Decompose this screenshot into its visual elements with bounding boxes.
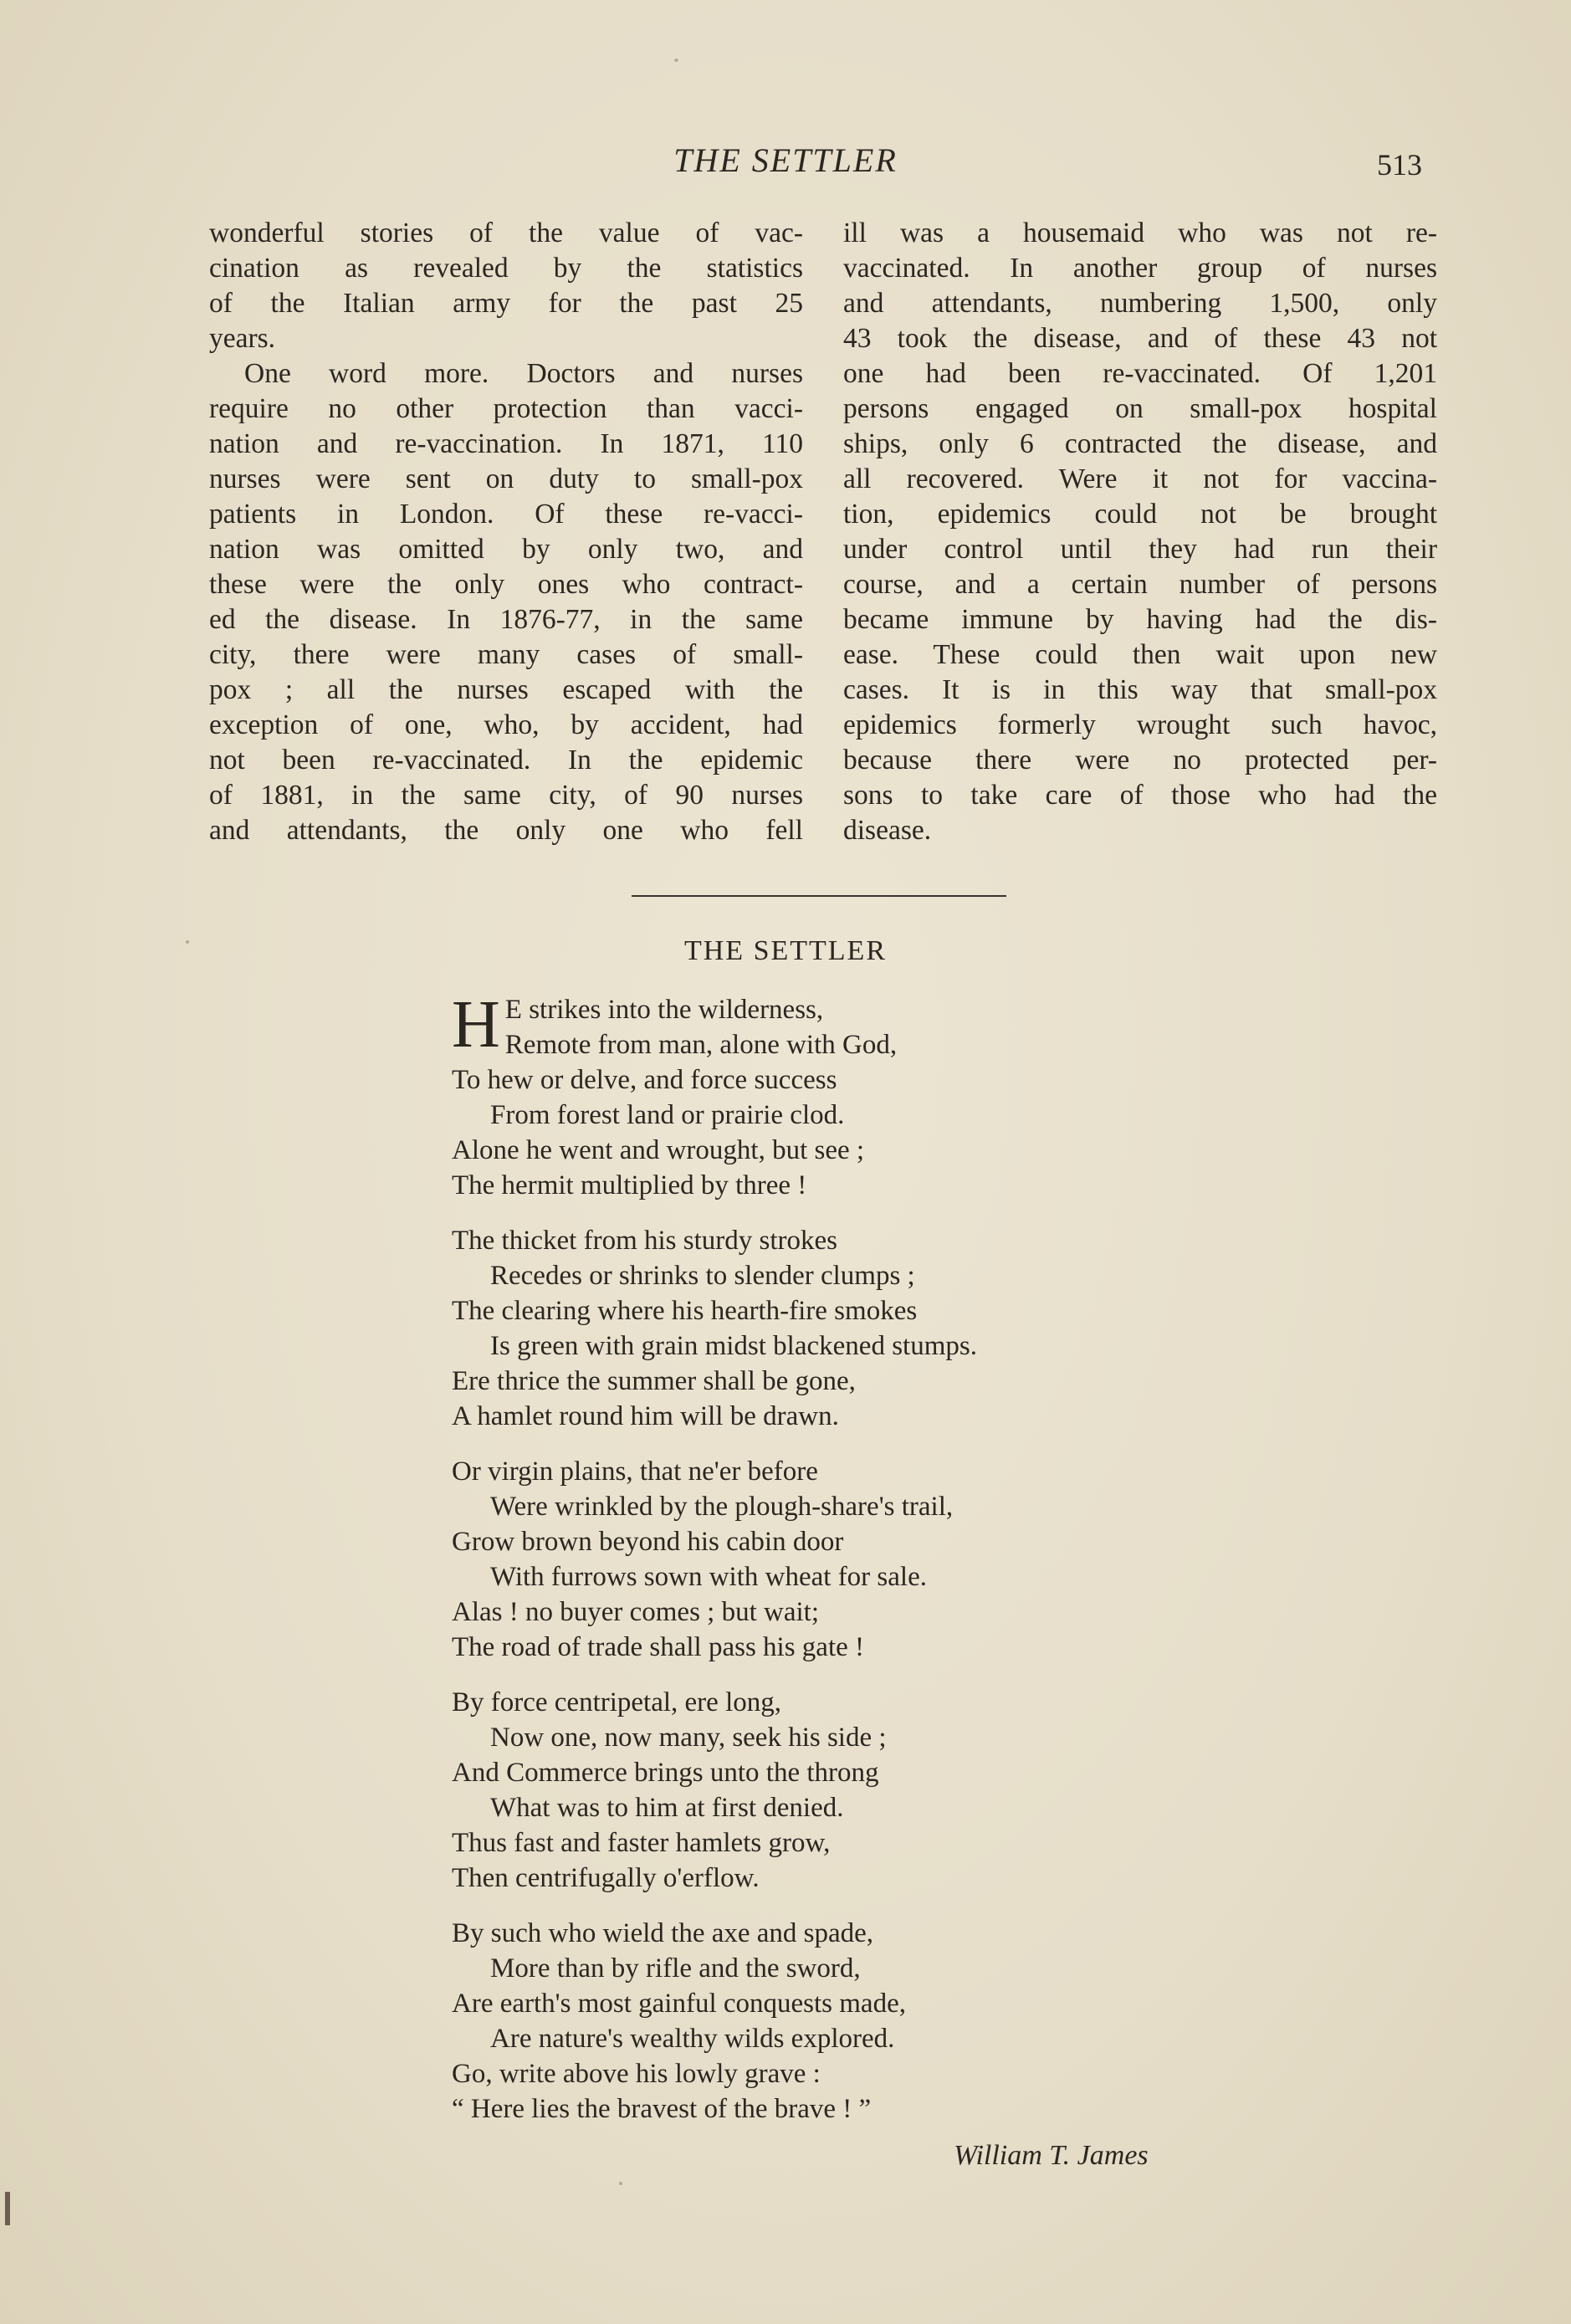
poem-line: E strikes into the wilderness, [504,995,824,1025]
poem-line: “ Here lies the bravest of the brave ! ” [452,2094,872,2124]
text-line: cases. It is in this way that small-pox [843,674,1437,705]
poem-stanza [452,1685,1205,1896]
poem-stanza [452,988,1205,1203]
text-line: one had been re-vaccinated. Of 1,201 [843,358,1437,389]
poem-line: Then centrifugally o'erflow. [452,1863,760,1893]
poem-line: Are nature's wealthy wilds explored. [490,2024,895,2054]
text-line: years. [209,323,276,354]
running-head: THE SETTLER [673,141,898,179]
poem-line: To hew or delve, and force success [452,1065,837,1095]
text-line: ease. These could then wait upon new [843,639,1437,670]
poem-line: Now one, now many, seek his side ; [490,1723,887,1753]
poem-stanza [452,1916,1205,2127]
poem-title: THE SETTLER [683,935,888,966]
page-blemish [674,59,678,62]
text-line: ships, only 6 contracted the disease, and [843,428,1437,459]
text-line: nation was omitted by only two, and [209,534,803,565]
poem-line: A hamlet round him will be drawn. [452,1401,839,1431]
poem-line: Recedes or shrinks to slender clumps ; [490,1261,915,1291]
poem-line: With furrows sown with wheat for sale. [490,1562,927,1592]
page-blemish [619,2182,622,2185]
text-line: became immune by having had the dis- [843,604,1437,635]
text-line: these were the only ones who contract- [209,569,803,600]
text-line: vaccinated. In another group of nurses [843,253,1437,284]
poem-line: Alone he went and wrought, but see ; [452,1135,865,1165]
text-line: cination as revealed by the statistics [209,253,803,284]
text-line: One word more. Doctors and nurses [244,358,803,389]
text-line: wonderful stories of the value of vac- [209,218,803,248]
text-line: epidemics formerly wrought such havoc, [843,709,1437,740]
section-divider [632,895,1006,897]
poem-line: Or virgin plains, that ne'er before [452,1456,818,1487]
text-line: and attendants, the only one who fell [209,815,803,846]
text-line: nation and re-vaccination. In 1871, 110 [209,428,803,459]
poem-line: Alas ! no buyer comes ; but wait; [452,1597,819,1627]
text-line: not been re-vaccinated. In the epidemic [209,745,803,776]
poem-line: From forest land or prairie clod. [490,1100,845,1130]
poem-line: Ere thrice the summer shall be gone, [452,1366,856,1396]
poem-line: Go, write above his lowly grave : [452,2059,821,2089]
text-line: under control until they had run their [843,534,1437,565]
poem-line: Are earth's most gainful conquests made, [452,1989,906,2019]
text-line: 43 took the disease, and of these 43 not [843,323,1437,354]
poem-stanza [452,1454,1205,1665]
poem-line: Were wrinkled by the plough-share's trail, [490,1492,954,1522]
poem-line: Remote from man, alone with God, [504,1030,898,1060]
drop-cap: H [452,988,500,1062]
text-line: ed the disease. In 1876-77, in the same [209,604,803,635]
poem-line: By such who wield the axe and spade, [452,1918,874,1948]
text-line: course, and a certain number of persons [843,569,1437,600]
text-line: sons to take care of those who had the [843,780,1437,811]
poem-line: The hermit multiplied by three ! [452,1170,807,1200]
poem-line: What was to him at first denied. [490,1793,844,1823]
poem-line: The road of trade shall pass his gate ! [452,1632,865,1662]
text-line: ill was a housemaid who was not re- [843,218,1437,248]
page-number: 513 [1377,148,1422,182]
text-line: of 1881, in the same city, of 90 nurses [209,780,803,811]
poem-line: Grow brown beyond his cabin door [452,1527,844,1557]
article-right-column [843,216,1437,848]
poem-author: William T. James [954,2140,1149,2171]
text-line: of the Italian army for the past 25 [209,288,803,319]
poem-line: By force centripetal, ere long, [452,1687,781,1717]
poem-line: Is green with grain midst blackened stumps. [490,1331,977,1361]
text-line: persons engaged on small-pox hospital [843,393,1437,424]
text-line: disease. [843,815,932,846]
text-line: nurses were sent on duty to small-pox [209,463,803,494]
poem-body [452,988,1205,2147]
text-line: tion, epidemics could not be brought [843,499,1437,530]
text-line: exception of one, who, by accident, had [209,709,803,740]
poem-line: More than by rifle and the sword, [490,1953,861,1984]
text-line: city, there were many cases of small- [209,639,803,670]
poem-stanza [452,1223,1205,1434]
poem-line: Thus fast and faster hamlets grow, [452,1828,831,1858]
text-line: and attendants, numbering 1,500, only [843,288,1437,319]
text-line: patients in London. Of these re-vacci- [209,499,803,530]
poem-line: And Commerce brings unto the throng [452,1758,879,1788]
poem-line: The thicket from his sturdy strokes [452,1226,838,1256]
poem-line: The clearing where his hearth-fire smokes [452,1296,918,1326]
page-edge-mark [5,2192,10,2225]
text-line: because there were no protected per- [843,745,1437,776]
text-line: all recovered. Were it not for vaccina- [843,463,1437,494]
text-line: pox ; all the nurses escaped with the [209,674,803,705]
text-line: require no other protection than vacci- [209,393,803,424]
article-left-column [209,216,803,848]
